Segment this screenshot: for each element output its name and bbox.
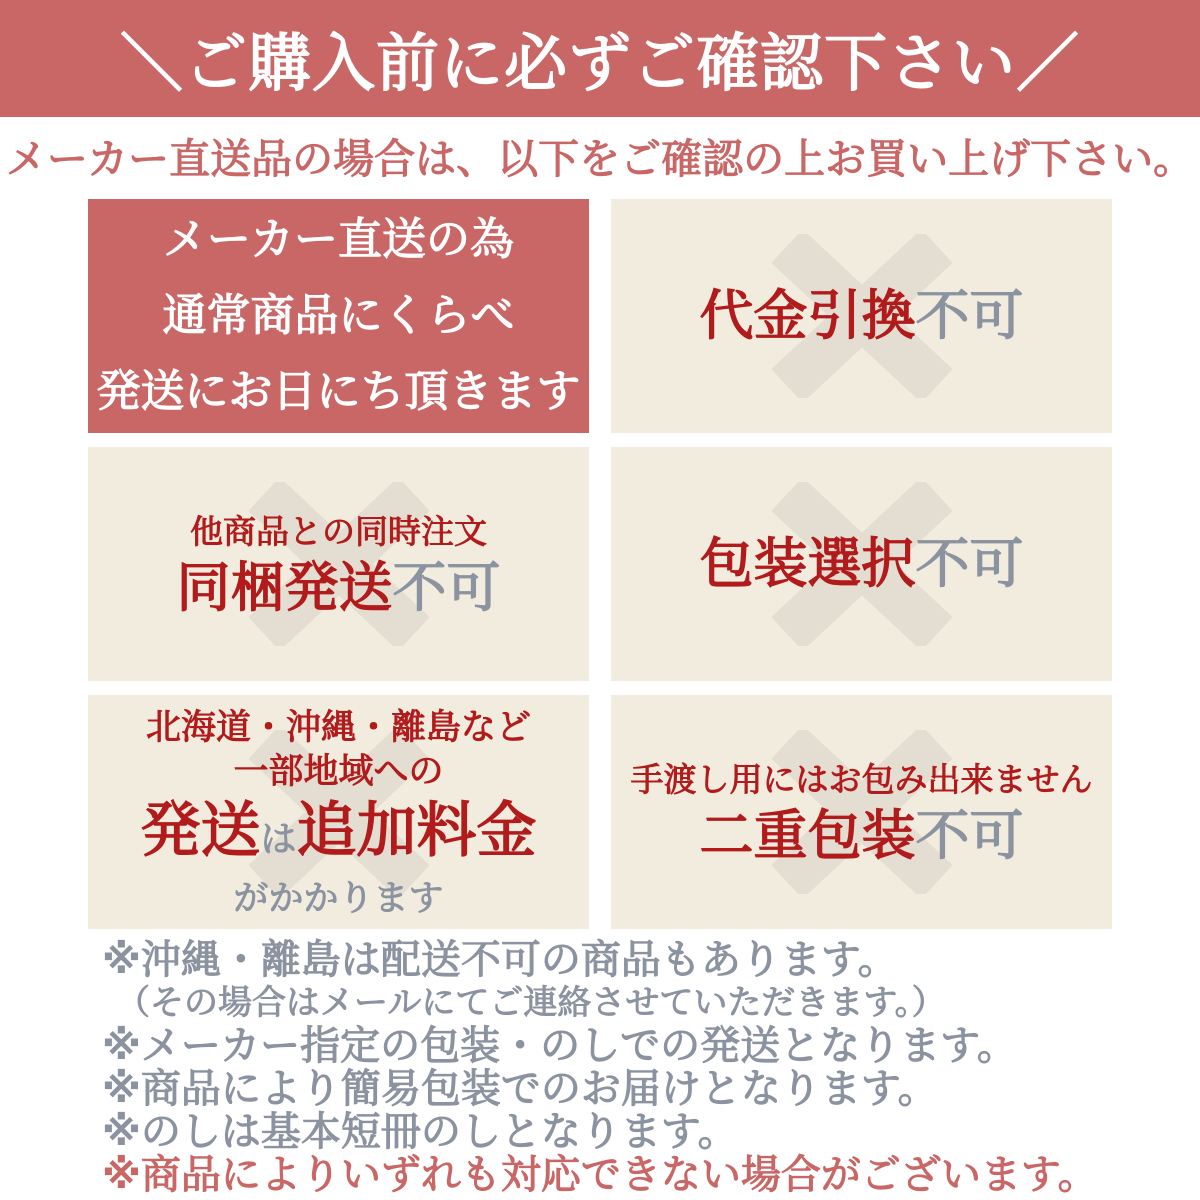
box-headline-label: 二重包装	[699, 804, 916, 867]
notice-box-double-wrap	[611, 695, 1112, 929]
note-line: ※沖縄・離島は配送不可の商品もあります。	[102, 937, 898, 983]
box-headline-suffix: 不可	[392, 556, 501, 619]
box-content	[140, 706, 536, 919]
box-headline-suffix: 不可	[915, 804, 1024, 867]
header-banner	[0, 0, 1200, 117]
box-headline-label: 追加料金	[296, 795, 537, 866]
box-content	[631, 756, 1093, 868]
notice-box-direct-shipping	[88, 199, 589, 433]
subtitle: メーカー直送品の場合は、以下をご確認の上お買い上げ下さい。	[5, 135, 1195, 183]
note-line: ※のしは基本短冊のしとなります。	[102, 1109, 738, 1155]
box-content	[700, 532, 1024, 596]
note-line: ※メーカー指定の包装・のしでの発送となります。	[102, 1023, 1017, 1069]
note-line: （その場合はメールにてご連絡させていただきます。）	[116, 983, 946, 1023]
box-headline	[700, 284, 1024, 348]
box-headline-label: 代金引換	[699, 284, 916, 347]
box-headline-suffix: 不可	[915, 284, 1024, 347]
notice-box-bundled-shipping	[88, 447, 589, 681]
note-line: ※商品によりいずれも対応できない場合がございます。	[102, 1152, 1098, 1198]
box-headline	[631, 804, 1093, 868]
box-headline	[700, 532, 1024, 596]
box-headline-label: 発送	[140, 795, 261, 866]
box-tail: がかかります	[233, 878, 444, 919]
box-text-line: メーカー直送の為	[162, 214, 515, 265]
notice-box-cod	[611, 199, 1112, 433]
box-headline-label: 包装選択	[699, 532, 916, 595]
box-headline-suffix: 不可	[915, 532, 1024, 595]
box-headline	[177, 556, 501, 620]
box-text-line: 発送にお日にち頂きます	[96, 366, 581, 417]
note-line: ※商品により簡易包装でのお届けとなります。	[102, 1066, 938, 1112]
notice-grid	[88, 199, 1112, 929]
box-headline-particle: は	[260, 818, 297, 860]
notice-box-extra-fee	[88, 695, 589, 929]
footnotes	[102, 939, 1200, 1197]
box-headline	[140, 796, 536, 875]
box-note: 他商品との同時注文	[190, 512, 487, 551]
box-content	[97, 202, 581, 430]
box-note: 北海道・沖縄・離島など	[145, 707, 531, 748]
box-note: 手渡し用にはお包み出来ません	[630, 760, 1093, 799]
notice-box-wrap-select	[611, 447, 1112, 681]
box-content	[700, 284, 1024, 348]
page-title: ＼ご購入前に必ずご確認下さい／	[120, 27, 1080, 100]
box-content	[177, 508, 501, 620]
box-headline-label: 同梱発送	[176, 556, 393, 619]
box-text-line: 通常商品にくらべ	[162, 290, 515, 341]
box-note: 一部地域への	[233, 751, 444, 792]
